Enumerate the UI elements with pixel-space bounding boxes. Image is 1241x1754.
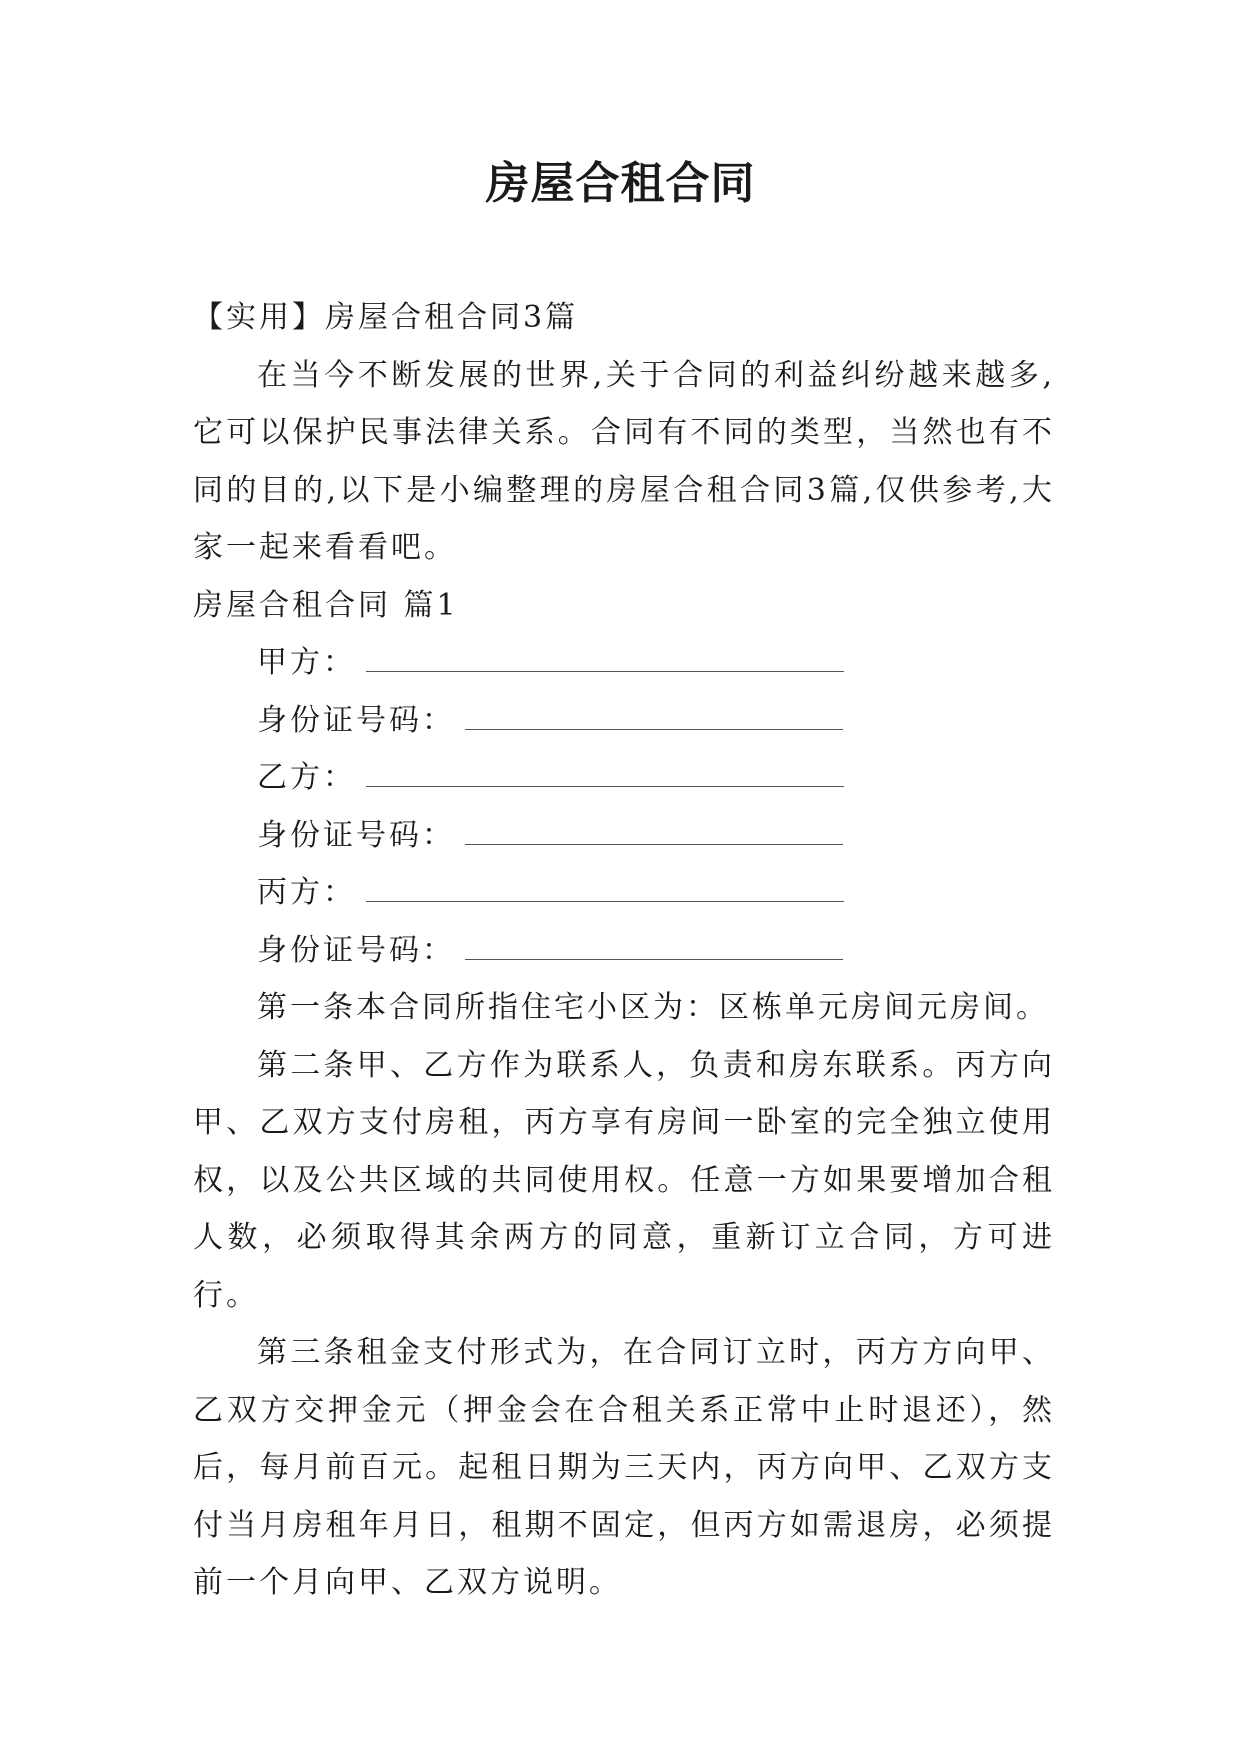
section-heading: 房屋合租合同 篇1 [193, 587, 459, 623]
party-c-id-field [193, 922, 1055, 980]
party-b-id-blank [465, 844, 843, 845]
party-c-label: 丙方： [257, 875, 356, 910]
party-b-field [193, 749, 1055, 807]
party-b-id-field [193, 807, 1055, 865]
party-c-field [193, 864, 1055, 922]
clause-2: 第二条甲、乙方作为联系人，负责和房东联系。丙方向甲、乙双方支付房租，丙方享有房间一卧室的完全独立使用权，以及公共区域的共同使用权。任意一方如果要增加合租人数，必须取得其余两方的同意，重新订立合同，方可进行。 [193, 1047, 1055, 1313]
party-c-blank [366, 901, 844, 902]
party-a-id-field [193, 692, 1055, 750]
party-a-id-blank [465, 729, 843, 730]
party-b-blank [366, 786, 844, 787]
party-a-label: 甲方： [257, 645, 356, 680]
party-c-id-blank [465, 959, 843, 960]
clause-3: 第三条租金支付形式为，在合同订立时，丙方方向甲、乙双方交押金元（押金会在合租关系正常中止时退还），然后，每月前百元。起租日期为三天内，丙方向甲、乙双方支付当月房租年月日，租期不固定，但丙方如需退房，必须提前一个月向甲、乙双方说明。 [193, 1335, 1055, 1600]
page-title: 房屋合租合同 [485, 158, 756, 209]
party-b-label: 乙方： [257, 760, 356, 795]
intro-heading: 【实用】房屋合租合同3篇 [193, 300, 579, 335]
party-a-id-label: 身份证号码： [257, 702, 455, 738]
party-c-id-label: 身份证号码： [257, 932, 455, 968]
document-body [193, 289, 1055, 1612]
intro-paragraph: 在当今不断发展的世界,关于合同的利益纠纷越来越多,它可以保护民事法律关系。合同有不同的类型，当然也有不同的目的,以下是小编整理的房屋合租合同3篇,仅供参考,大家一起来看看吧。 [193, 357, 1055, 565]
party-b-id-label: 身份证号码： [257, 817, 455, 853]
party-a-field [193, 634, 1055, 692]
clause-1: 第一条本合同所指住宅小区为：区栋单元房间元房间。 [257, 990, 1049, 1025]
party-a-blank [366, 671, 844, 672]
